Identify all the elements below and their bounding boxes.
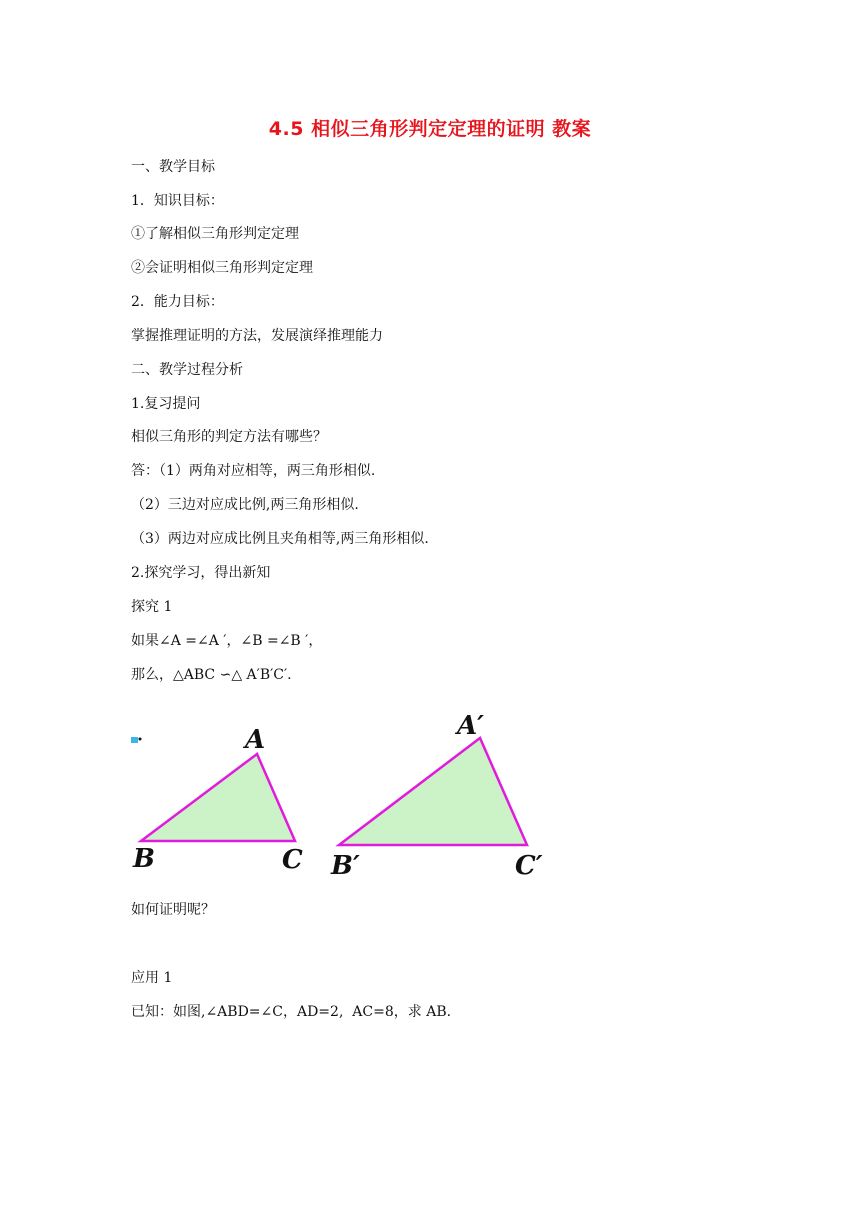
explore-1-condition: 如果∠A =∠A ′，∠B =∠B ′， [131, 633, 323, 649]
cursor-mark-icon [131, 737, 142, 743]
review-heading: 1.复习提问 [131, 396, 201, 412]
knowledge-goal-heading: 1．知识目标： [131, 193, 224, 209]
knowledge-goal-item-1: ①了解相似三角形判定定理 [131, 226, 299, 242]
application-1-label: 应用 1 [131, 970, 173, 986]
ability-goal-text: 掌握推理证明的方法，发展演绎推理能力 [131, 328, 383, 344]
section-heading-goals: 一、教学目标 [131, 159, 215, 175]
ability-goal-heading: 2．能力目标： [131, 294, 224, 310]
explore-heading: 2.探究学习，得出新知 [131, 565, 271, 581]
triangle-abc-prime [339, 738, 527, 845]
explore-1-label: 探究 1 [131, 599, 173, 615]
vertex-label-b: B [133, 844, 155, 874]
triangle-abc [141, 754, 295, 841]
review-answer-2: （2）三边对应成比例,两三角形相似. [131, 497, 359, 513]
vertex-label-c-prime: C′ [515, 851, 543, 881]
application-1-problem: 已知：如图,∠ABD=∠C，AD=2, AC=8，求 AB. [131, 1004, 452, 1020]
similar-triangles-figure [125, 700, 565, 885]
review-answer-3: （3）两边对应成比例且夹角相等,两三角形相似. [131, 531, 429, 547]
review-answer-1: 答：（1）两角对应相等，两三角形相似. [131, 463, 376, 479]
explore-1-conclusion: 那么，△ABC ∽△ A′B′C′. [131, 667, 292, 683]
vertex-label-c: C [282, 845, 303, 875]
section-heading-process: 二、教学过程分析 [131, 362, 243, 378]
vertex-label-a: A [245, 725, 266, 755]
proof-question: 如何证明呢？ [131, 902, 215, 918]
vertex-label-a-prime: A′ [457, 711, 485, 741]
vertex-label-b-prime: B′ [331, 851, 360, 881]
document-title: 4.5 相似三角形判定定理的证明 教案 [268, 118, 592, 140]
knowledge-goal-item-2: ②会证明相似三角形判定定理 [131, 260, 313, 276]
review-question: 相似三角形的判定方法有哪些？ [131, 429, 327, 445]
